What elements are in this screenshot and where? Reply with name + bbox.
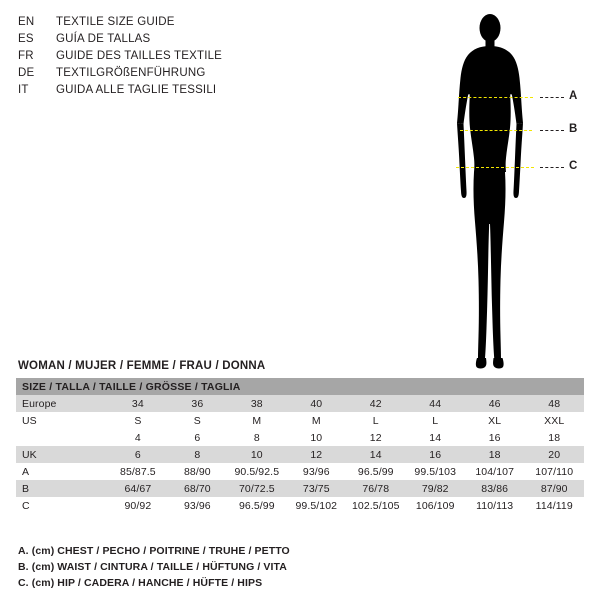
row-label: US bbox=[16, 412, 108, 429]
measure-leader-b bbox=[540, 130, 564, 131]
table-cell: 107/110 bbox=[524, 463, 584, 480]
row-label: C bbox=[16, 497, 108, 514]
table-cell: 68/70 bbox=[168, 480, 227, 497]
table-cell: 14 bbox=[346, 446, 405, 463]
table-cell: 83/86 bbox=[465, 480, 524, 497]
language-row bbox=[18, 31, 418, 48]
table-cell: L bbox=[405, 412, 464, 429]
measure-leader-a bbox=[540, 97, 564, 98]
table-cell: 73/75 bbox=[287, 480, 346, 497]
row-label: UK bbox=[16, 446, 108, 463]
table-cell: 64/67 bbox=[108, 480, 167, 497]
legend-line-a: A. (cm) CHEST / PECHO / POITRINE / TRUHE / PETTO bbox=[18, 545, 290, 557]
table-cell: 34 bbox=[108, 395, 167, 412]
language-text: TEXTILGRÖßENFÜHRUNG bbox=[56, 67, 206, 79]
table-row bbox=[16, 497, 584, 514]
table-row bbox=[16, 463, 584, 480]
table-cell: 99.5/103 bbox=[405, 463, 464, 480]
language-code: IT bbox=[18, 84, 29, 96]
table-cell: 106/109 bbox=[405, 497, 464, 514]
table-row bbox=[16, 395, 584, 412]
table-cell: 110/113 bbox=[465, 497, 524, 514]
language-code: EN bbox=[18, 16, 35, 28]
size-table bbox=[16, 378, 584, 514]
table-cell: 44 bbox=[405, 395, 464, 412]
language-code: ES bbox=[18, 33, 34, 45]
language-row bbox=[18, 14, 418, 31]
table-cell: M bbox=[227, 412, 286, 429]
table-row bbox=[16, 480, 584, 497]
table-cell: 16 bbox=[465, 429, 524, 446]
measure-line-b bbox=[460, 130, 532, 131]
language-text: GUIDE DES TAILLES TEXTILE bbox=[56, 50, 223, 62]
legend-line-b: B. (cm) WAIST / CINTURA / TAILLE / HÜFTUNG / VITA bbox=[18, 561, 287, 573]
language-text: GUIDA ALLE TAGLIE TESSILI bbox=[56, 84, 217, 96]
table-cell: 93/96 bbox=[287, 463, 346, 480]
measure-label-a: A bbox=[569, 90, 578, 102]
table-cell: 36 bbox=[168, 395, 227, 412]
table-cell: 6 bbox=[168, 429, 227, 446]
gender-title: WOMAN / MUJER / FEMME / FRAU / DONNA bbox=[18, 360, 266, 372]
table-cell: 102.5/105 bbox=[346, 497, 405, 514]
table-cell: 87/90 bbox=[524, 480, 584, 497]
table-cell: 85/87.5 bbox=[108, 463, 167, 480]
row-label: A bbox=[16, 463, 108, 480]
table-cell: S bbox=[108, 412, 167, 429]
table-cell: 40 bbox=[287, 395, 346, 412]
table-cell: 90/92 bbox=[108, 497, 167, 514]
table-cell: 76/78 bbox=[346, 480, 405, 497]
measure-line-c bbox=[456, 167, 534, 168]
table-cell: 14 bbox=[405, 429, 464, 446]
table-cell: 93/96 bbox=[168, 497, 227, 514]
language-row bbox=[18, 82, 418, 99]
measure-label-c: C bbox=[569, 160, 578, 172]
size-header-cell: SIZE / TALLA / TAILLE / GRÖSSE / TAGLIA bbox=[16, 378, 584, 395]
measure-label-b: B bbox=[569, 123, 578, 135]
table-header-row bbox=[16, 378, 584, 395]
language-text: TEXTILE SIZE GUIDE bbox=[56, 16, 175, 28]
measurement-legend bbox=[18, 543, 578, 591]
table-cell: 38 bbox=[227, 395, 286, 412]
table-cell: 90.5/92.5 bbox=[227, 463, 286, 480]
measure-line-a bbox=[458, 97, 533, 98]
table-cell: XL bbox=[465, 412, 524, 429]
table-cell: 99.5/102 bbox=[287, 497, 346, 514]
table-cell: XXL bbox=[524, 412, 584, 429]
table-cell: M bbox=[287, 412, 346, 429]
table-cell: 42 bbox=[346, 395, 405, 412]
table-cell: 48 bbox=[524, 395, 584, 412]
language-row bbox=[18, 48, 418, 65]
table-cell: S bbox=[168, 412, 227, 429]
table-cell: 4 bbox=[108, 429, 167, 446]
table-cell: 8 bbox=[168, 446, 227, 463]
size-table-section bbox=[16, 360, 584, 514]
row-label bbox=[16, 429, 108, 446]
table-cell: 6 bbox=[108, 446, 167, 463]
table-cell: 104/107 bbox=[465, 463, 524, 480]
table-row bbox=[16, 429, 584, 446]
table-cell: 10 bbox=[287, 429, 346, 446]
language-row bbox=[18, 65, 418, 82]
language-code: DE bbox=[18, 67, 35, 79]
figure-illustration bbox=[400, 0, 600, 380]
table-row bbox=[16, 412, 584, 429]
table-cell: 20 bbox=[524, 446, 584, 463]
table-cell: 12 bbox=[287, 446, 346, 463]
language-header-block bbox=[18, 14, 418, 99]
language-code: FR bbox=[18, 50, 34, 62]
female-silhouette-icon bbox=[430, 8, 550, 376]
table-row bbox=[16, 446, 584, 463]
table-cell: 8 bbox=[227, 429, 286, 446]
table-cell: 79/82 bbox=[405, 480, 464, 497]
table-cell: 46 bbox=[465, 395, 524, 412]
table-cell: 10 bbox=[227, 446, 286, 463]
legend-line-c: C. (cm) HIP / CADERA / HANCHE / HÜFTE / HIPS bbox=[18, 577, 263, 589]
measure-leader-c bbox=[540, 167, 564, 168]
row-label: B bbox=[16, 480, 108, 497]
table-cell: 88/90 bbox=[168, 463, 227, 480]
row-label: Europe bbox=[16, 395, 108, 412]
table-cell: 114/119 bbox=[524, 497, 584, 514]
table-cell: 70/72.5 bbox=[227, 480, 286, 497]
table-cell: 16 bbox=[405, 446, 464, 463]
table-cell: 96.5/99 bbox=[227, 497, 286, 514]
table-cell: 12 bbox=[346, 429, 405, 446]
language-text: GUÍA DE TALLAS bbox=[56, 33, 151, 45]
table-cell: 18 bbox=[465, 446, 524, 463]
table-cell: L bbox=[346, 412, 405, 429]
table-cell: 18 bbox=[524, 429, 584, 446]
table-cell: 96.5/99 bbox=[346, 463, 405, 480]
